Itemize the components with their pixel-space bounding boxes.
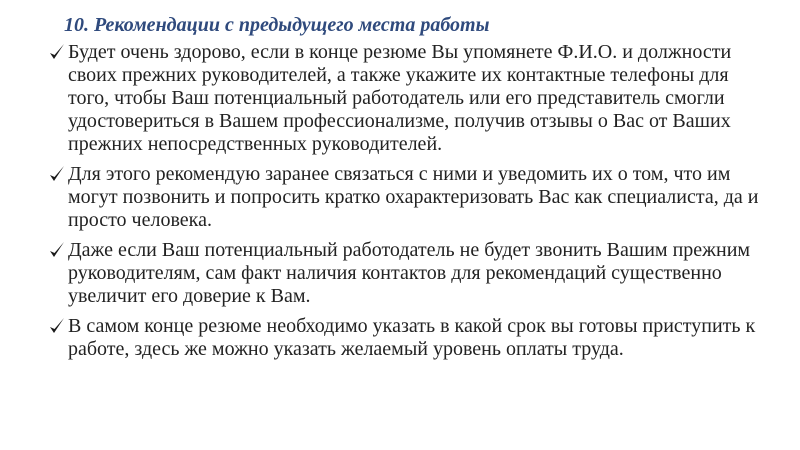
- bullet-item: [50, 315, 770, 361]
- bullet-text: Для этого рекомендую заранее связаться с ними и уведомить их о том, что им могут позвонить и попросить кратко охарактеризовать Вас как специалиста, да и просто человека.: [68, 163, 759, 231]
- bullet-item: [50, 239, 770, 308]
- bullet-item: [50, 41, 770, 156]
- bullet-text: Даже если Ваш потенциальный работодатель не будет звонить Вашим прежним руководителям, сам факт наличия контактов для рекомендаций существенно увеличит его доверие к Вам.: [68, 239, 751, 307]
- checkmark-icon: [48, 316, 66, 336]
- bullet-text: Будет очень здорово, если в конце резюме Вы упомянете Ф.И.О. и должности своих прежних руководителей, а также укажите их контактные телефоны для того, чтобы Ваш потенциальный работодатель или его представитель смогли удостовериться в Вашем профессионализме, получив отзывы о Вас от Ваших прежних непосредственных руководителей.: [68, 41, 732, 155]
- bullet-list: [50, 41, 770, 368]
- slide-title: 10. Рекомендации с предыдущего места работы: [64, 14, 490, 36]
- checkmark-icon: [48, 240, 66, 260]
- checkmark-icon: [48, 42, 66, 62]
- checkmark-icon: [48, 164, 66, 184]
- bullet-item: [50, 163, 770, 232]
- bullet-text: В самом конце резюме необходимо указать в какой срок вы готовы приступить к работе, здесь же можно указать желаемый уровень оплаты труда.: [68, 315, 756, 360]
